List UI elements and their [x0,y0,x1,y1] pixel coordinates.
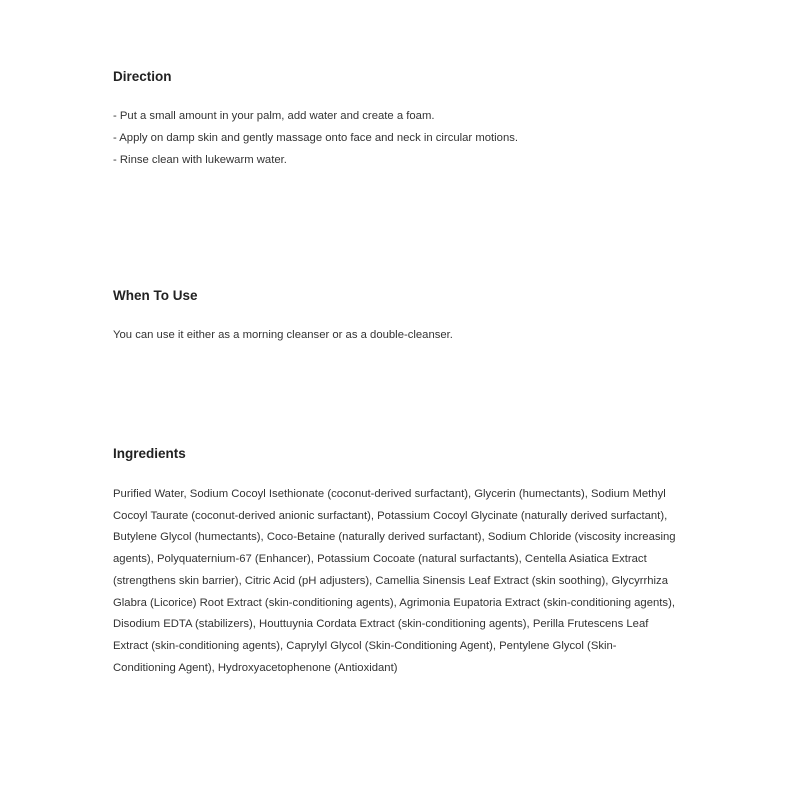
ingredients-line: Conditioning Agent), Hydroxyacetophenone (Antioxidant) [113,661,398,674]
ingredients-line: Cocoyl Taurate (coconut-derived anionic surfactant), Potassium Cocoyl Glycinate (naturally derived surfactant), [113,509,668,522]
direction-step: - Rinse clean with lukewarm water. [113,154,287,166]
ingredients-line: Extract (skin-conditioning agents), Caprylyl Glycol (Skin-Conditioning Agent), Pentylene Glycol (Skin- [113,639,617,652]
direction-step: - Put a small amount in your palm, add water and create a foam. [113,110,435,122]
direction-step: - Apply on damp skin and gently massage onto face and neck in circular motions. [113,132,519,144]
when-to-use-section [113,288,693,346]
when-to-use-title: When To Use [113,288,198,303]
ingredients-title: Ingredients [113,446,186,461]
ingredients-line: agents), Polyquaternium-67 (Enhancer), Potassium Cocoate (natural surfactants), Centella Asiatica Extract [113,553,647,566]
ingredients-section [113,446,693,679]
when-to-use-text: You can use it either as a morning cleanser or as a double-cleanser. [113,329,453,341]
ingredients-line: (strengthens skin barrier), Citric Acid (pH adjusters), Camellia Sinensis Leaf Extract (skin soothing), Glycyrrhiza [113,574,668,587]
direction-section [113,69,693,171]
ingredients-line: Purified Water, Sodium Cocoyl Isethionate (coconut-derived surfactant), Glycerin (humectants), Sodium Methyl [113,488,666,500]
direction-title: Direction [113,69,172,84]
ingredients-line: Butylene Glycol (humectants), Coco-Betaine (naturally derived surfactant), Sodium Chloride (viscosity increasing [113,531,676,544]
ingredients-line: Disodium EDTA (stabilizers), Houttuynia Cordata Extract (skin-conditioning agents), Perilla Frutescens Leaf [113,618,649,631]
ingredients-line: Glabra (Licorice) Root Extract (skin-conditioning agents), Agrimonia Eupatoria Extract (skin-conditioning agents), [113,596,675,609]
